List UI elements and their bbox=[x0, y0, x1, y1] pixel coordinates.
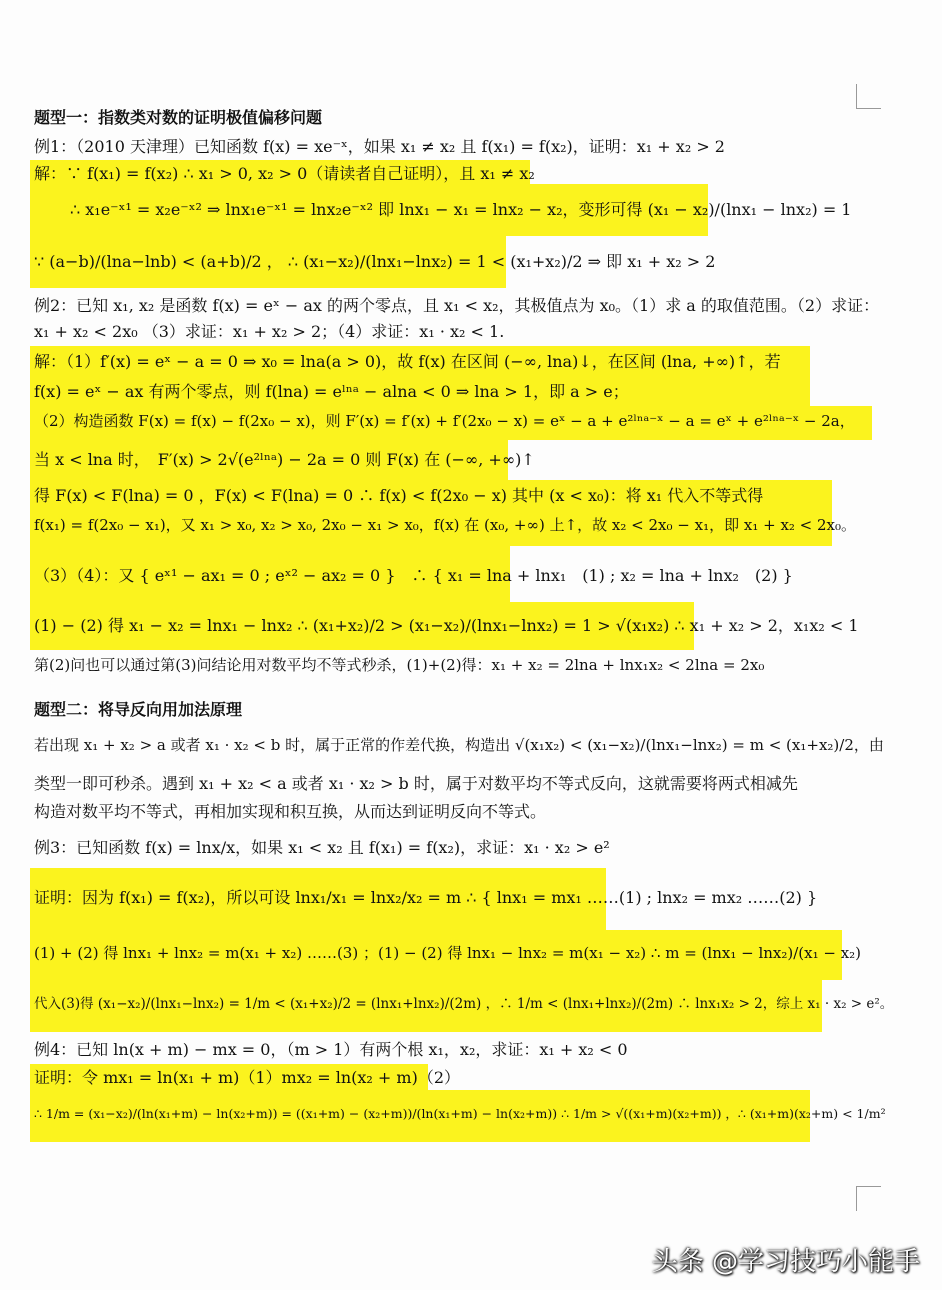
intro-line2: 类型一即可秒杀。遇到 x₁ + x₂ < a 或者 x₁ · x₂ > b 时，属于对数平均不等式反向，这就需要将两式相减先 bbox=[34, 774, 798, 793]
solution2-line3: （2）构造函数 F(x) = f(x) − f(2x₀ − x)，则 F′(x) = f′(x) + f′(2x₀ − x) = eˣ − a + e²ˡⁿᵃ⁻ˣ − a = eˣ + e²ˡⁿᵃ⁻ˣ − 2a， bbox=[34, 412, 855, 430]
solution3-line2: (1) + (2) 得 lnx₁ + lnx₂ = m(x₁ + x₂) ……(3) ；(1) − (2) 得 lnx₁ − lnx₂ = m(x₁ − x₂) ∴ m = (lnx₁ − lnx₂)/(x₁ − x₂) bbox=[34, 944, 862, 962]
example4-text: 例4：已知 ln(x + m) − mx = 0，（m > 1）有两个根 x₁，x₂，求证：x₁ + x₂ < 0 bbox=[34, 1040, 628, 1059]
section1-title: 题型一：指数类对数的证明极值偏移问题 bbox=[34, 108, 323, 127]
example3-text: 例3：已知函数 f(x) = lnx/x，如果 x₁ < x₂ 且 f(x₁) = f(x₂)，求证：x₁ · x₂ > e² bbox=[34, 838, 610, 857]
solution4-line1: 证明：令 mx₁ = ln(x₁ + m)（1）mx₂ = ln(x₂ + m)（2） bbox=[34, 1068, 461, 1087]
solution2-line5: 得 F(x) < F(lna) = 0 ，F(x) < F(lna) = 0 ∴ f(x) < f(2x₀ − x) 其中 (x < x₀)：将 x₁ 代入不等式得 bbox=[34, 486, 764, 505]
watermark: 头条 @学习技巧小能手 bbox=[651, 1247, 920, 1277]
solution3-line3: 代入(3)得 (x₁−x₂)/(lnx₁−lnx₂) = 1/m < (x₁+x₂)/2 = (lnx₁+lnx₂)/(2m) ，∴ 1/m < (lnx₁+lnx₂)/(2m) ∴ lnx₁x₂ > 2，综上 x₁ · x₂ > e²。 bbox=[34, 996, 894, 1012]
note-line: 第(2)问也可以通过第(3)问结论用对数平均不等式秒杀，(1)+(2)得：x₁ + x₂ = 2lna + lnx₁x₂ < 2lna = 2x₀ bbox=[34, 656, 765, 674]
solution2-line2: f(x) = eˣ − ax 有两个零点，则 f(lna) = eˡⁿᵃ − alna < 0 ⇒ lna > 1，即 a > e； bbox=[34, 382, 629, 401]
solution1-line3: ∵ (a−b)/(lna−lnb) < (a+b)/2 ， ∴ (x₁−x₂)/(lnx₁−lnx₂) = 1 < (x₁+x₂)/2 ⇒ 即 x₁ + x₂ > 2 bbox=[34, 252, 716, 271]
crop-mark-bottom-right bbox=[856, 1186, 881, 1211]
solution2-line4: 当 x < lna 时， F′(x) > 2√(e²ˡⁿᵃ) − 2a = 0 则 F(x) 在 (−∞, +∞)↑ bbox=[34, 450, 535, 469]
intro-line3: 构造对数平均不等式，再相加实现和积互换，从而达到证明反向不等式。 bbox=[34, 802, 547, 821]
solution2-line1: 解：（1）f′(x) = eˣ − a = 0 ⇒ x₀ = lna(a > 0)，故 f(x) 在区间 (−∞, lna)↓，在区间 (lna, +∞)↑，若 bbox=[34, 352, 781, 371]
solution1-line2: ∴ x₁e⁻ˣ¹ = x₂e⁻ˣ² ⇒ lnx₁e⁻ˣ¹ = lnx₂e⁻ˣ² 即 lnx₁ − x₁ = lnx₂ − x₂，变形可得 (x₁ − x₂)/(lnx₁ − lnx₂) = 1 bbox=[70, 200, 852, 219]
crop-mark-top-right bbox=[856, 84, 881, 109]
solution3-line1: 证明：因为 f(x₁) = f(x₂)，所以可设 lnx₁/x₁ = lnx₂/x₂ = m ∴ { lnx₁ = mx₁ ……(1) ; lnx₂ = mx₂ ……(2) } bbox=[34, 888, 818, 907]
solution1-line1: 解：∵ f(x₁) = f(x₂) ∴ x₁ > 0, x₂ > 0（请读者自己证明），且 x₁ ≠ x₂ bbox=[34, 164, 535, 183]
section2-title: 题型二：将导反向用加法原理 bbox=[34, 700, 243, 719]
solution2-line7: （3）（4）：又 { eˣ¹ − ax₁ = 0 ; eˣ² − ax₂ = 0 } ∴ { x₁ = lna + lnx₁ (1) ; x₂ = lna + lnx₂ (2) } bbox=[34, 566, 793, 585]
intro-line1: 若出现 x₁ + x₂ > a 或者 x₁ · x₂ < b 时，属于正常的作差代换，构造出 √(x₁x₂) < (x₁−x₂)/(lnx₁−lnx₂) = m < (x₁+x₂)/2，由 bbox=[34, 736, 884, 754]
example2-line1: 例2：已知 x₁, x₂ 是函数 f(x) = eˣ − ax 的两个零点，且 x₁ < x₂，其极值点为 x₀。（1）求 a 的取值范围。（2）求证： bbox=[34, 296, 880, 315]
solution2-line6: f(x₁) = f(2x₀ − x₁)，又 x₁ > x₀, x₂ > x₀, 2x₀ − x₁ > x₀，f(x) 在 (x₀, +∞) 上↑，故 x₂ < 2x₀ − x₁，即 x₁ + x₂ < 2x₀。 bbox=[34, 516, 857, 534]
solution4-line2: ∴ 1/m = (x₁−x₂)/(ln(x₁+m) − ln(x₂+m)) = ((x₁+m) − (x₂+m))/(ln(x₁+m) − ln(x₂+m)) ∴ 1/m > √((x₁+m)(x₂+m)) ，∴ (x₁+m)(x₂+m) < 1/m² bbox=[34, 1106, 886, 1121]
solution2-line8: (1) − (2) 得 x₁ − x₂ = lnx₁ − lnx₂ ∴ (x₁+x₂)/2 > (x₁−x₂)/(lnx₁−lnx₂) = 1 > √(x₁x₂) ∴ x₁ + x₂ > 2，x₁x₂ < 1 bbox=[34, 616, 859, 635]
example1-text: 例1：（2010 天津理）已知函数 f(x) = xe⁻ˣ，如果 x₁ ≠ x₂ 且 f(x₁) = f(x₂)，证明：x₁ + x₂ > 2 bbox=[34, 137, 725, 156]
example2-line2: x₁ + x₂ < 2x₀ （3）求证：x₁ + x₂ > 2；（4）求证：x₁ · x₂ < 1. bbox=[34, 322, 505, 341]
